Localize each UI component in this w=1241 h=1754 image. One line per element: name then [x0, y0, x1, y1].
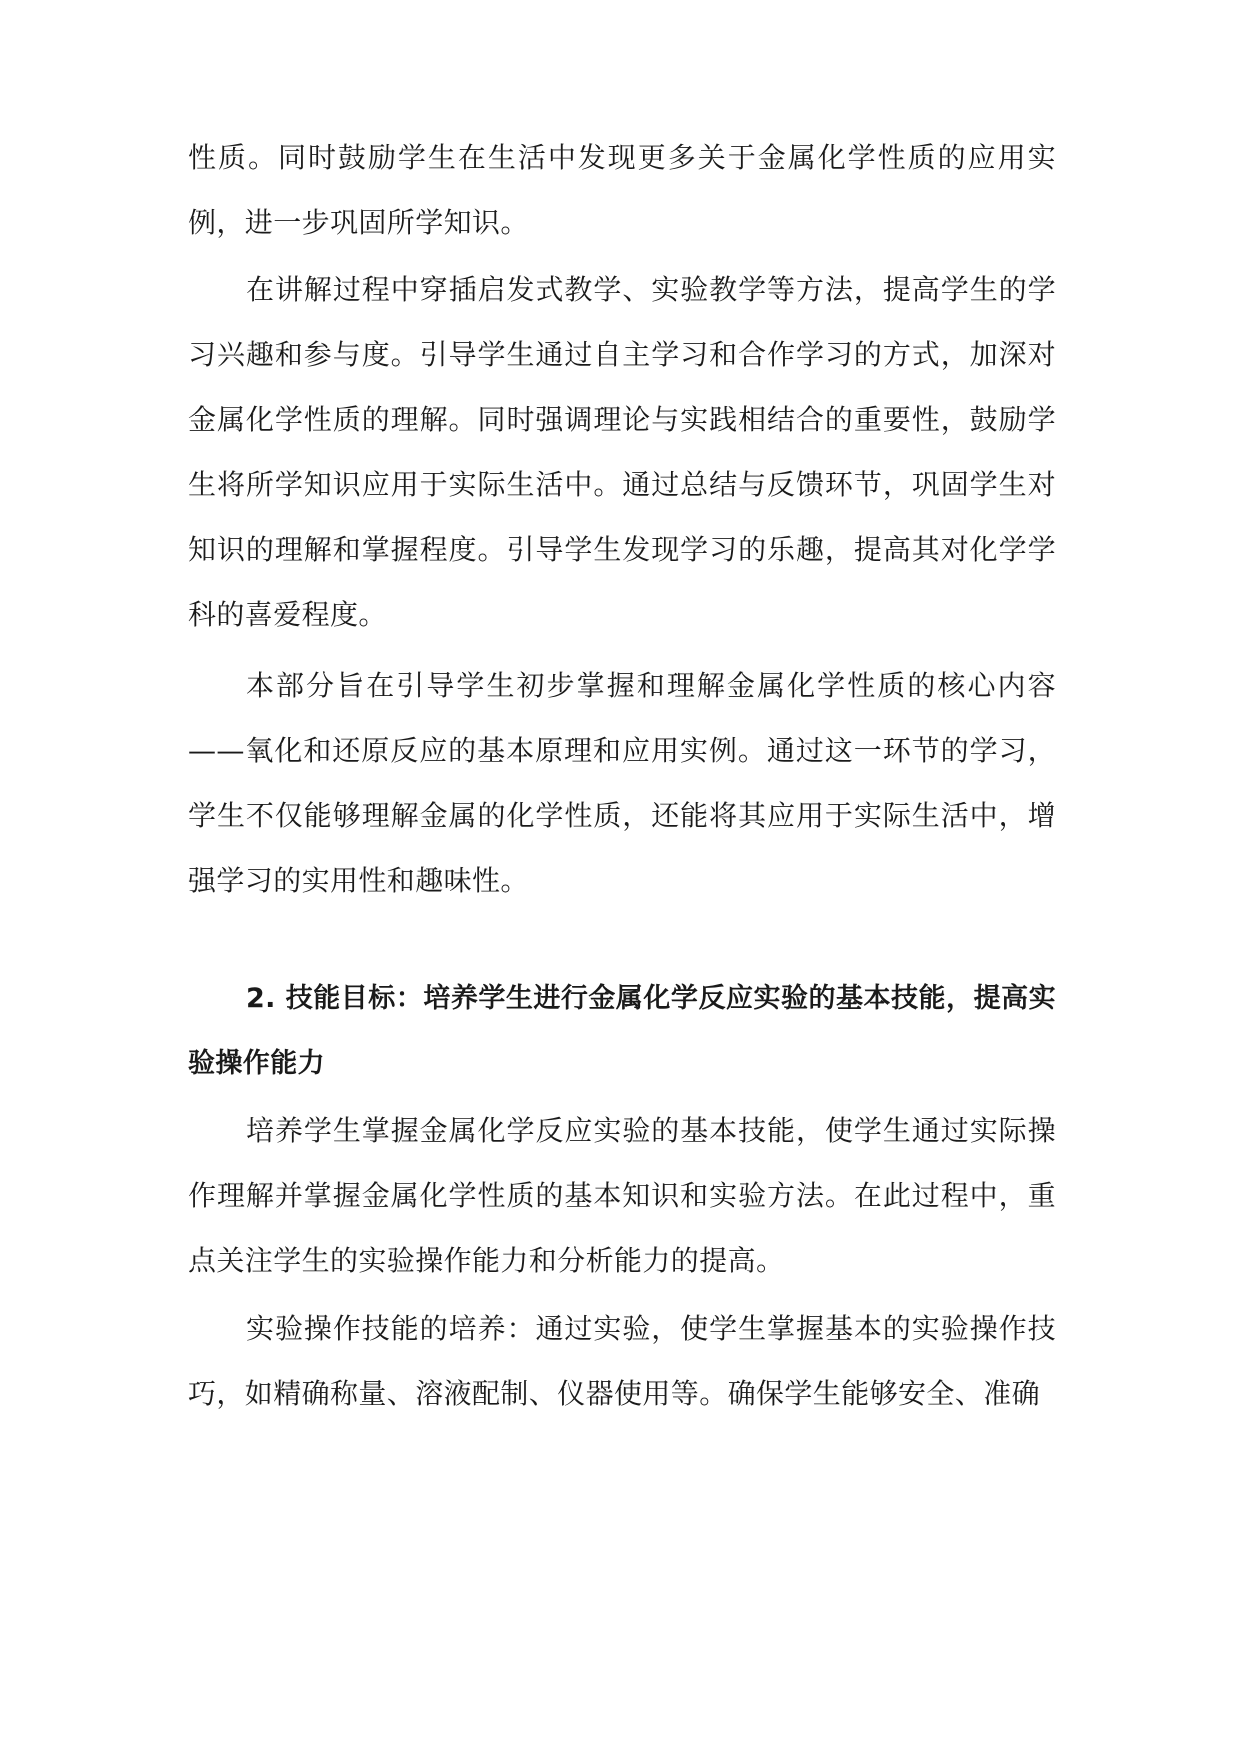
paragraph-experiment-skills: 实验操作技能的培养：通过实验，使学生掌握基本的实验操作技巧，如精确称量、溶液配制、仪器使用等。确保学生能够安全、准确 — [188, 1312, 1056, 1410]
paragraph-teaching-methods: 在讲解过程中穿插启发式教学、实验教学等方法，提高学生的学习兴趣和参与度。引导学生通过自主学习和合作学习的方式，加深对金属化学性质的理解。同时强调理论与实践相结合的重要性，鼓励学生将所学知识应用于实际生活中。通过总结与反馈环节，巩固学生对知识的理解和掌握程度。引导学生发现学习的乐趣，提高其对化学学科的喜爱程度。 — [188, 273, 1056, 631]
paragraph-continuation: 性质。同时鼓励学生在生活中发现更多关于金属化学性质的应用实例，进一步巩固所学知识。 — [188, 141, 1056, 239]
paragraph-section-summary: 本部分旨在引导学生初步掌握和理解金属化学性质的核心内容——氧化和还原反应的基本原理和应用实例。通过这一环节的学习，学生不仅能够理解金属的化学性质，还能将其应用于实际生活中，增强学习的实用性和趣味性。 — [188, 669, 1056, 897]
paragraph-skill-goal: 培养学生掌握金属化学反应实验的基本技能，使学生通过实际操作理解并掌握金属化学性质的基本知识和实验方法。在此过程中，重点关注学生的实验操作能力和分析能力的提高。 — [188, 1114, 1056, 1277]
section-heading-skill-goal: 2. 技能目标：培养学生进行金属化学反应实验的基本技能，提高实验操作能力 — [188, 983, 1056, 1079]
